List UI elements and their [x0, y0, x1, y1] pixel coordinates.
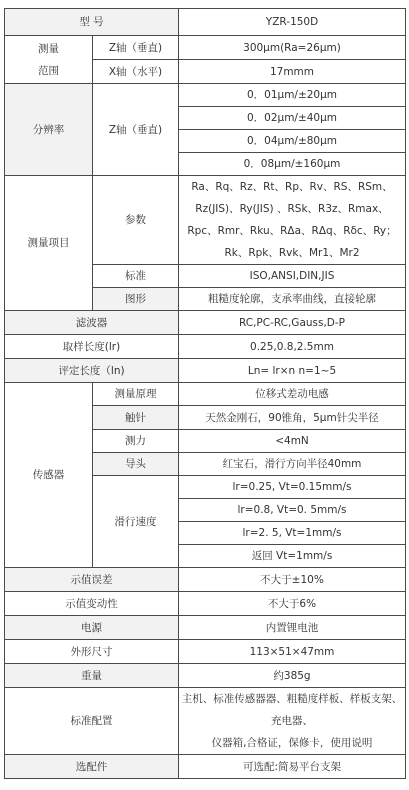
- resolution-value-4: 0．08μm/±160μm: [179, 153, 406, 176]
- table-row-dimensions: [5, 640, 406, 664]
- standard-config-line: 充电器、: [271, 715, 313, 727]
- table-row-filter: [5, 311, 406, 335]
- params-line: Rk、Rpk、Rvk、Mr1、Mr2: [224, 247, 360, 259]
- error-value: 不大于±10%: [179, 568, 406, 592]
- range-x-value: 17mmm: [179, 60, 406, 84]
- table-row-sensor-principle: [5, 383, 406, 406]
- error-label: 示值误差: [5, 568, 179, 592]
- standard-label: 标准: [93, 265, 179, 288]
- power-value: 内置锂电池: [179, 616, 406, 640]
- sampling-length-value: 0.25,0.8,2.5mm: [179, 335, 406, 359]
- standard-config-line: 仪器箱,合格证，保修卡，使用说明: [211, 737, 373, 749]
- evaluation-length-value: Ln= lr×n n=1~5: [179, 359, 406, 383]
- standard-config-value: [179, 688, 406, 755]
- optional-label: 选配件: [5, 755, 179, 779]
- speed-value-4: 返回 Vt=1mm/s: [179, 545, 406, 568]
- weight-label: 重量: [5, 664, 179, 688]
- range-z-label: Z轴（垂直): [93, 36, 179, 60]
- speed-value-2: lr=0.8, Vt=0. 5mm/s: [179, 499, 406, 522]
- range-x-label: X轴（水平): [93, 60, 179, 84]
- spec-table: [4, 8, 406, 779]
- sampling-length-label: 取样长度(lr): [5, 335, 179, 359]
- graphics-value: 粗糙度轮廓，支承率曲线，直接轮廓: [179, 288, 406, 311]
- dimensions-label: 外形尺寸: [5, 640, 179, 664]
- optional-value: 可选配:简易平台支架: [179, 755, 406, 779]
- range-label-line1: 测量: [38, 42, 59, 55]
- params-line: Ra、Rq、Rz、Rt、Rp、Rv、RS、RSm、: [191, 181, 393, 193]
- resolution-value-2: 0．02μm/±40μm: [179, 107, 406, 130]
- table-row-sampling-length: [5, 335, 406, 359]
- table-row-error: [5, 568, 406, 592]
- variation-value: 不大于6%: [179, 592, 406, 616]
- stylus-label: 触针: [93, 406, 179, 430]
- resolution-label: 分辨率: [5, 84, 93, 176]
- table-row-optional: [5, 755, 406, 779]
- table-row-params: [5, 176, 406, 265]
- range-z-value: 300μm(Ra=26μm): [179, 36, 406, 60]
- speed-label: 滑行速度: [93, 476, 179, 568]
- filter-value: RC,PC-RC,Gauss,D-P: [179, 311, 406, 335]
- guide-label: 导头: [93, 453, 179, 476]
- force-value: <4mN: [179, 430, 406, 453]
- params-line: Rz(JIS)、Ry(JIS) 、RSk、R3z、Rmax、: [195, 203, 389, 215]
- graphics-label: 图形: [93, 288, 179, 311]
- evaluation-length-label: 评定长度（ln): [5, 359, 179, 383]
- range-label: [5, 36, 93, 84]
- stylus-value: 天然金刚石，90锥角，5μm针尖半径: [179, 406, 406, 430]
- params-value: [179, 176, 406, 265]
- variation-label: 示值变动性: [5, 592, 179, 616]
- dimensions-value: 113×51×47mm: [179, 640, 406, 664]
- force-label: 测力: [93, 430, 179, 453]
- speed-value-1: lr=0.25, Vt=0.15mm/s: [179, 476, 406, 499]
- params-line: Rpc、Rmr、Rku、RΔa、RΔq、Rδc、Ry；: [187, 225, 397, 237]
- model-value: YZR-150D: [179, 9, 406, 36]
- model-label: 型 号: [5, 9, 179, 36]
- standard-config-line: 主机、标准传感器器、粗糙度样板、样板支架、: [181, 693, 403, 705]
- resolution-value-1: 0．01μm/±20μm: [179, 84, 406, 107]
- sensor-label: 传感器: [5, 383, 93, 568]
- table-row-weight: [5, 664, 406, 688]
- weight-value: 约385g: [179, 664, 406, 688]
- guide-value: 红宝石，滑行方向半径40mm: [179, 453, 406, 476]
- table-row-variation: [5, 592, 406, 616]
- table-row-evaluation-length: [5, 359, 406, 383]
- filter-label: 滤波器: [5, 311, 179, 335]
- standard-config-label: 标准配置: [5, 688, 179, 755]
- speed-value-3: lr=2. 5, Vt=1mm/s: [179, 522, 406, 545]
- range-label-line2: 范围: [38, 64, 59, 77]
- power-label: 电源: [5, 616, 179, 640]
- resolution-value-3: 0．04μm/±80μm: [179, 130, 406, 153]
- principle-value: 位移式差动电感: [179, 383, 406, 406]
- principle-label: 测量原理: [93, 383, 179, 406]
- params-label: 参数: [93, 176, 179, 265]
- standard-value: ISO,ANSI,DIN,JIS: [179, 265, 406, 288]
- table-row-power: [5, 616, 406, 640]
- items-label: 测量项目: [5, 176, 93, 311]
- resolution-axis-label: Z轴（垂直): [93, 84, 179, 176]
- table-row-model: [5, 9, 406, 36]
- table-row-standard-config: [5, 688, 406, 755]
- table-row-range-z: [5, 36, 406, 60]
- table-row-resolution-1: [5, 84, 406, 107]
